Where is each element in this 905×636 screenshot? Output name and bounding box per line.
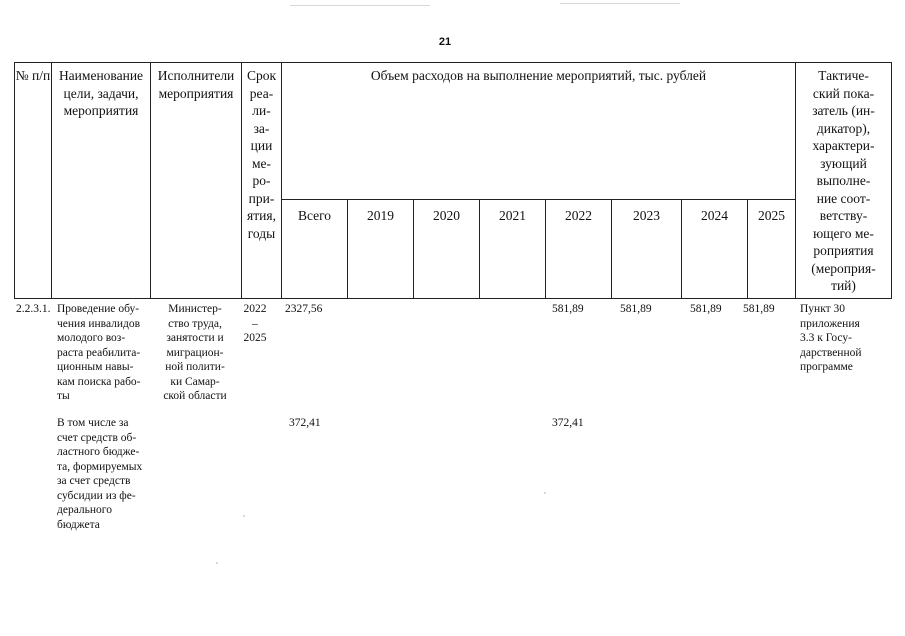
header-col-executors: Исполнители мероприятия bbox=[157, 68, 235, 101]
row-2022: 372,41 bbox=[552, 417, 584, 429]
scan-speck bbox=[243, 515, 245, 517]
header-year-2020: 2020 bbox=[433, 208, 460, 223]
row-total: 2327,56 bbox=[285, 303, 323, 315]
row-2022: 581,89 bbox=[552, 303, 584, 315]
row-2025: 581,89 bbox=[743, 303, 775, 315]
row-2024: 581,89 bbox=[690, 303, 722, 315]
header-year-2023: 2023 bbox=[633, 208, 660, 223]
scan-edge bbox=[290, 5, 430, 6]
row-executors: Министер- ство труда, занятости и миграцион- ной полити- ки Самар- ской области bbox=[163, 303, 227, 402]
header-year-2022: 2022 bbox=[565, 208, 592, 223]
row-indicator: Пункт 30 приложения 3.3 к Госу- дарственной программе bbox=[800, 303, 862, 373]
row-2023: 581,89 bbox=[620, 303, 652, 315]
header-year-2024: 2024 bbox=[701, 208, 728, 223]
header-col-term: Срок реа- ли- за- ции ме- ро- при- ятия, годы bbox=[246, 68, 277, 241]
header-year-total: Всего bbox=[297, 208, 332, 223]
header-col-number: № п/п bbox=[15, 68, 51, 83]
row-number: 2.2.3.1. bbox=[16, 303, 51, 315]
row-term: 2022 – 2025 bbox=[243, 303, 267, 344]
header-year-2019: 2019 bbox=[367, 208, 394, 223]
header-col-indicator: Тактиче- ский пока- затель (ин- дикатор), характери- зующий выполне- ние соот- ветству- ющего ме- роприятия (мероприя- тий) bbox=[811, 68, 876, 293]
header-col-name: Наименование цели, задачи, мероприятия bbox=[58, 68, 144, 118]
scan-speck bbox=[544, 492, 546, 494]
header-year-2025: 2025 bbox=[758, 208, 785, 223]
header-col-costs: Объем расходов на выполнение мероприятий, тыс. рублей bbox=[370, 68, 707, 83]
row-total: 372,41 bbox=[289, 417, 321, 429]
row-funding-note: В том числе за счет средств об- ластного бюдже- та, формируемых за счет средств субсидии из фе- дерального бюджета bbox=[57, 417, 143, 531]
table-header bbox=[14, 62, 892, 299]
scan-speck bbox=[216, 562, 218, 564]
header-year-2021: 2021 bbox=[499, 208, 526, 223]
row-measure-name: Проведение обу- чения инвалидов молодого воз- раста реабилита- ционным навы- кам поиска рабо- ты bbox=[57, 303, 141, 402]
page-number: 21 bbox=[438, 36, 452, 48]
scan-edge bbox=[560, 3, 680, 4]
